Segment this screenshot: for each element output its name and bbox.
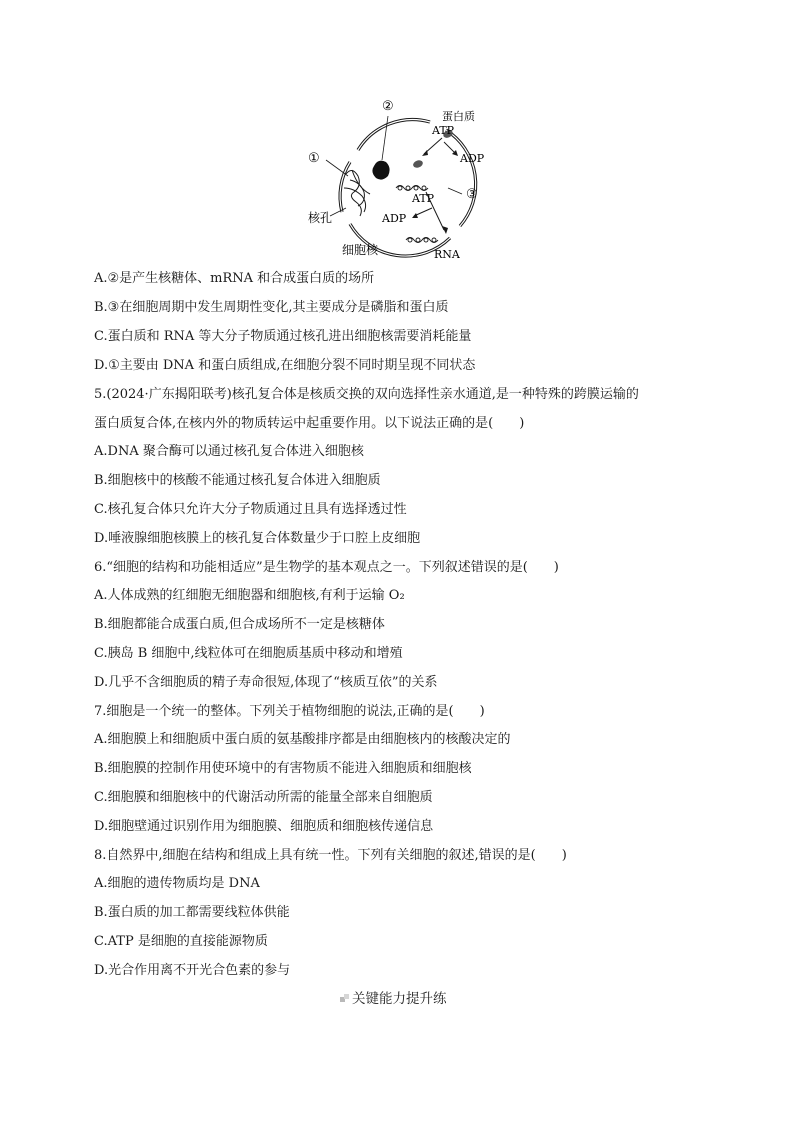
- q5-option-d: D.唾液腺细胞核膜上的核孔复合体数量少于口腔上皮细胞: [94, 531, 421, 546]
- q4-option-c: C.蛋白质和 RNA 等大分子物质通过核孔进出细胞核需要消耗能量: [94, 329, 472, 344]
- nucleolus: [372, 161, 389, 180]
- q8-option-a: A.细胞的遗传物质均是 DNA: [94, 876, 260, 891]
- label-circle-2: ②: [382, 99, 394, 114]
- q6-stem: 6.“细胞的结构和功能相适应”是生物学的基本观点之一。下列叙述错误的是( ): [94, 560, 559, 575]
- q5-stem-line2: 蛋白质复合体,在核内外的物质转运中起重要作用。以下说法正确的是( ): [94, 416, 525, 431]
- q8-option-c: C.ATP 是细胞的直接能源物质: [94, 934, 268, 949]
- chromatin: [344, 170, 370, 216]
- label-atp-top: ATP: [432, 124, 455, 137]
- label-circle-1: ①: [308, 151, 320, 166]
- section-heading: [340, 990, 447, 1008]
- q7-option-a: A.细胞膜上和细胞质中蛋白质的氨基酸排序都是由细胞核内的核酸决定的: [94, 732, 511, 747]
- q4-option-b: B.③在细胞周期中发生周期性变化,其主要成分是磷脂和蛋白质: [94, 300, 449, 315]
- q8-option-b: B.蛋白质的加工都需要线粒体供能: [94, 905, 290, 920]
- label-circle-3: ③: [466, 187, 478, 202]
- label-pore: 核孔: [308, 211, 333, 225]
- section-marker-icon: [340, 994, 350, 1004]
- label-adp-top: ADP: [460, 152, 485, 165]
- q8-stem: 8.自然界中,细胞在结构和组成上具有统一性。下列有关细胞的叙述,错误的是( ): [94, 848, 567, 863]
- q7-option-c: C.细胞膜和细胞核中的代谢活动所需的能量全部来自细胞质: [94, 790, 433, 805]
- label-atp-mid: ATP: [412, 192, 435, 205]
- q8-option-d: D.光合作用离不开光合色素的参与: [94, 963, 291, 978]
- q4-option-d: D.①主要由 DNA 和蛋白质组成,在细胞分裂不同时期呈现不同状态: [94, 358, 476, 373]
- q5-option-c: C.核孔复合体只允许大分子物质通过且具有选择透过性: [94, 502, 407, 517]
- q6-option-a: A.人体成熟的红细胞无细胞器和细胞核,有利于运输 O₂: [94, 588, 405, 603]
- label-protein: 蛋白质: [442, 110, 475, 123]
- q5-option-a: A.DNA 聚合酶可以通过核孔复合体进入细胞核: [94, 444, 364, 459]
- label-rna: RNA: [434, 248, 460, 261]
- q7-option-d: D.细胞壁通过识别作用为细胞膜、细胞质和细胞核传递信息: [94, 819, 434, 834]
- q7-stem: 7.细胞是一个统一的整体。下列关于植物细胞的说法,正确的是( ): [94, 704, 485, 719]
- q4-option-a: A.②是产生核糖体、mRNA 和合成蛋白质的场所: [94, 271, 375, 286]
- section-title: 关键能力提升练: [352, 991, 447, 1007]
- q7-option-b: B.细胞膜的控制作用使环境中的有害物质不能进入细胞质和细胞核: [94, 761, 472, 776]
- q6-option-c: C.胰岛 B 细胞中,线粒体可在细胞质基质中移动和增殖: [94, 646, 403, 661]
- label-nucleus: 细胞核: [342, 243, 379, 257]
- q5-option-b: B.细胞核中的核酸不能通过核孔复合体进入细胞质: [94, 473, 381, 488]
- q6-option-b: B.细胞都能合成蛋白质,但合成场所不一定是核糖体: [94, 617, 385, 632]
- nucleus-diagram: [300, 96, 510, 264]
- label-adp-mid: ADP: [382, 212, 407, 225]
- q6-option-d: D.几乎不含细胞质的精子寿命很短,体现了“核质互依”的关系: [94, 675, 438, 690]
- q5-stem-line1: 5.(2024·广东揭阳联考)核孔复合体是核质交换的双向选择性亲水通道,是一种特殊的跨膜运输的: [94, 387, 639, 402]
